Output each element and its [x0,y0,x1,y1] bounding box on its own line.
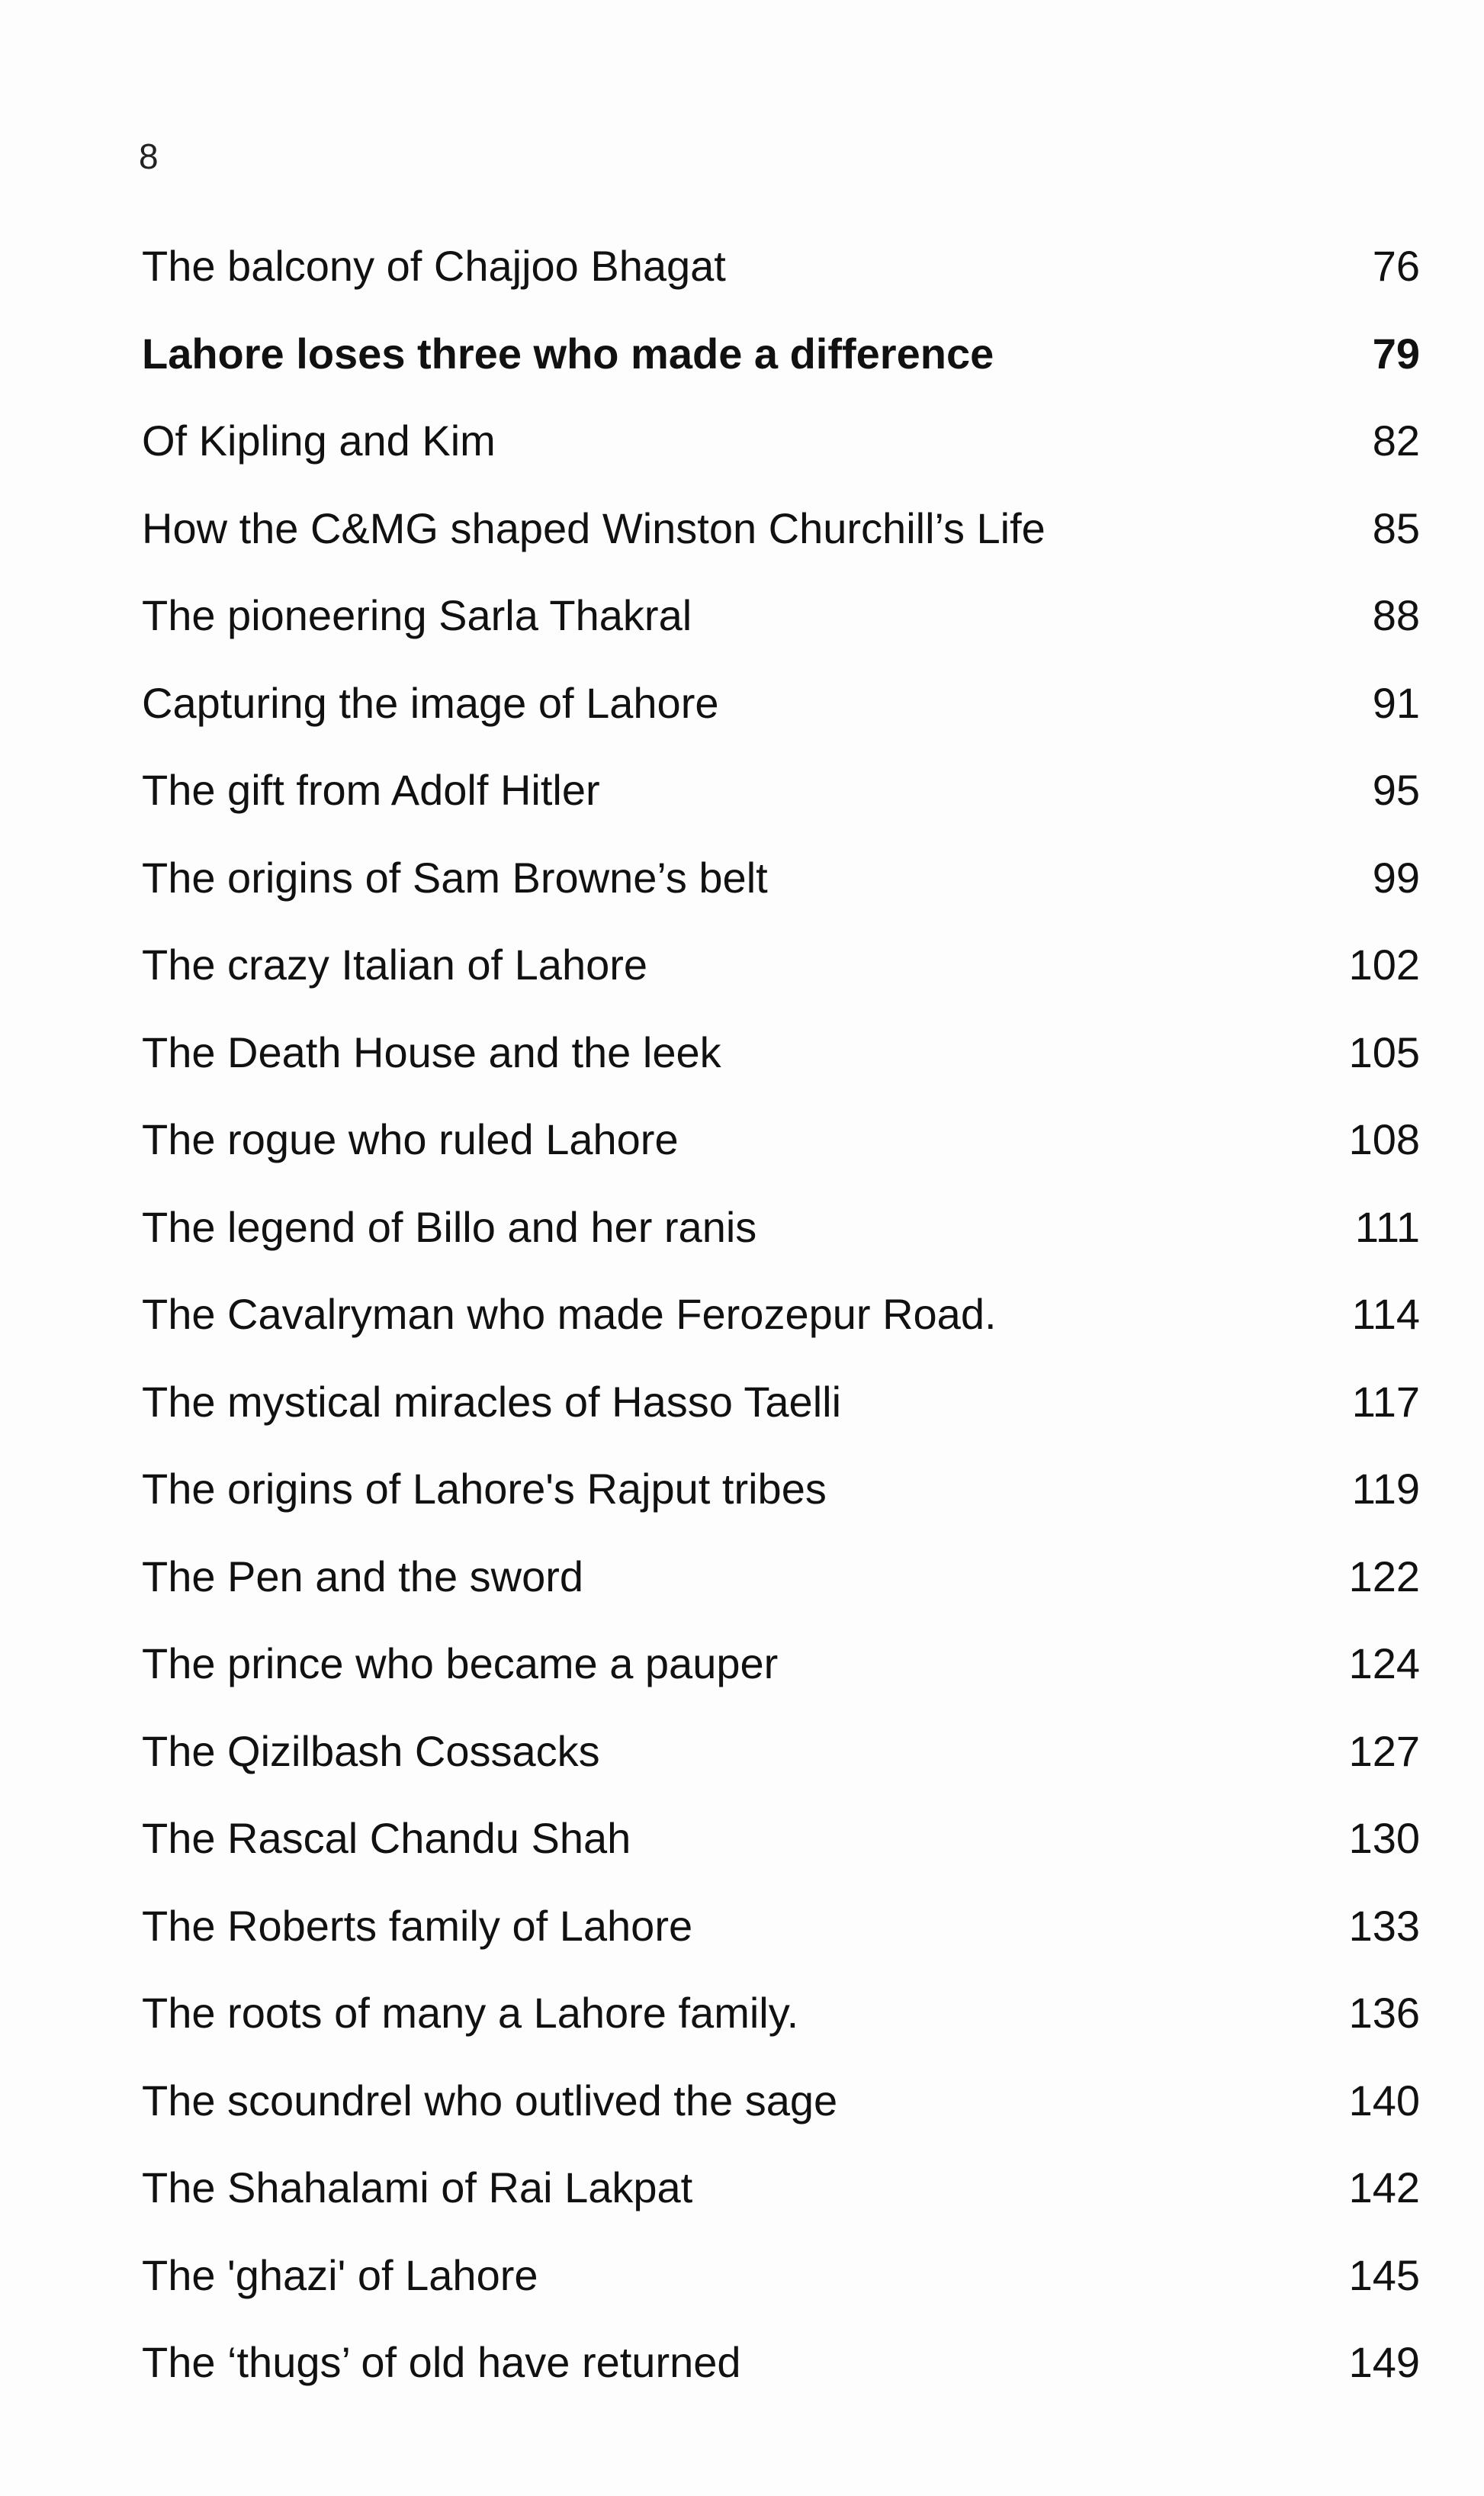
toc-entry-title: The Shahalami of Rai Lakpat [142,2163,693,2211]
dot-leader [731,280,1370,281]
toc-entry-page: 127 [1348,1726,1420,1775]
toc-entry-title: The ‘thugs’ of old have returned [142,2338,741,2386]
toc-entry-page: 133 [1348,1901,1420,1950]
toc-entry-title: The Cavalryman who made Ferozepur Road. [142,1290,997,1338]
toc-entry [142,2319,1420,2407]
toc-entry-title: The pioneering Sarla Thakral [142,591,692,639]
dot-leader [831,1503,1349,1504]
toc-entry [142,1359,1420,1446]
dot-leader [605,804,1370,805]
toc-entry-page: 149 [1348,2338,1420,2386]
toc-entry [142,572,1420,660]
toc-entry-title: The Roberts family of Lahore [142,1901,693,1950]
dot-leader [635,1852,1345,1853]
toc-entry [142,1009,1420,1097]
toc-entry-page: 105 [1348,1028,1420,1076]
toc-entry [142,1970,1420,2057]
toc-entry [142,1883,1420,1970]
dot-leader [746,2376,1346,2377]
toc-entry-page: 145 [1348,2250,1420,2299]
toc-entry-title: The roots of many a Lahore family. [142,1989,799,2037]
toc-entry-title: The rogue who ruled Lahore [142,1115,679,1163]
toc-entry-title: How the C&MG shaped Winston Churchill’s Life [142,503,1046,552]
dot-leader [761,1241,1352,1242]
dot-leader [782,1677,1345,1678]
toc-entry-title: The gift from Adolf Hitler [142,766,600,814]
page-number: 8 [139,137,159,176]
dot-leader [1001,1328,1349,1329]
toc-entry-title: The scoundrel who outlived the sage [142,2076,838,2124]
dot-leader [1050,542,1370,543]
toc-entry-page: 124 [1348,1639,1420,1687]
toc-entry [142,1620,1420,1708]
toc-entry-title: Of Kipling and Kim [142,417,496,465]
toc-entry-page: 85 [1372,503,1420,552]
toc-entry [142,1271,1420,1359]
toc-entry [142,1795,1420,1883]
toc-entry [142,922,1420,1009]
toc-entry [142,1708,1420,1796]
toc-entry [142,397,1420,485]
toc-entry [142,1184,1420,1272]
toc-entry-page: 122 [1348,1552,1420,1600]
toc-entry-page: 114 [1351,1290,1420,1338]
toc-entry [142,223,1420,310]
dot-leader [696,629,1370,630]
toc-entry-title: Lahore loses three who made a difference [142,329,994,378]
toc-entry-page: 108 [1348,1115,1420,1163]
toc-entry [142,2232,1420,2320]
toc-entry-title: The origins of Lahore's Rajput tribes [142,1465,827,1513]
toc-entry [142,310,1420,398]
toc-entry [142,1533,1420,1621]
toc-entry-title: The crazy Italian of Lahore [142,941,648,989]
toc-entry-page: 76 [1372,242,1420,290]
toc-entry-page: 102 [1348,941,1420,989]
toc-entry-title: The legend of Billo and her ranis [142,1202,757,1251]
dot-leader [605,1765,1346,1766]
dot-leader [803,2027,1345,2028]
toc-entry-page: 82 [1372,417,1420,465]
toc-entry-page: 140 [1348,2076,1420,2124]
toc-entry-page: 91 [1372,678,1420,727]
toc-entry-page: 119 [1351,1465,1420,1513]
toc-entry-title: The 'ghazi' of Lahore [142,2250,538,2299]
toc-entry-page: 95 [1372,766,1420,814]
toc-entry-title: Capturing the image of Lahore [142,678,719,727]
toc-entry-title: The Pen and the sword [142,1552,584,1600]
dot-leader [724,717,1370,718]
table-of-contents [142,223,1420,2407]
toc-entry-title: The Rascal Chandu Shah [142,1814,631,1862]
toc-entry-page: 117 [1351,1377,1420,1426]
toc-entry-title: The Death House and the leek [142,1028,721,1076]
toc-entry-title: The origins of Sam Browne’s belt [142,853,768,902]
toc-entry [142,660,1420,748]
toc-entry [142,2057,1420,2145]
toc-entry-page: 136 [1348,1989,1420,2037]
toc-entry [142,2144,1420,2232]
toc-entry-title: The prince who became a pauper [142,1639,779,1687]
toc-entry-title: The mystical miracles of Hasso Taelli [142,1377,842,1426]
toc-entry-page: 88 [1372,591,1420,639]
toc-entry-title: The balcony of Chajjoo Bhagat [142,242,726,290]
toc-entry [142,747,1420,835]
toc-entry-page: 79 [1372,329,1420,378]
dot-leader [683,1153,1346,1154]
toc-entry-title: The Qizilbash Cossacks [142,1726,600,1775]
toc-entry [142,1096,1420,1184]
toc-entry-page: 142 [1348,2163,1420,2211]
toc-entry-page: 130 [1348,1814,1420,1862]
dot-leader [543,2289,1346,2290]
toc-entry [142,1446,1420,1533]
toc-entry [142,485,1420,573]
dot-leader [697,1940,1345,1941]
toc-entry [142,835,1420,922]
toc-entry-page: 111 [1354,1202,1420,1251]
dot-leader [846,1416,1349,1417]
dot-leader [726,1066,1346,1067]
dot-leader [773,892,1370,893]
toc-entry-page: 99 [1372,853,1420,902]
